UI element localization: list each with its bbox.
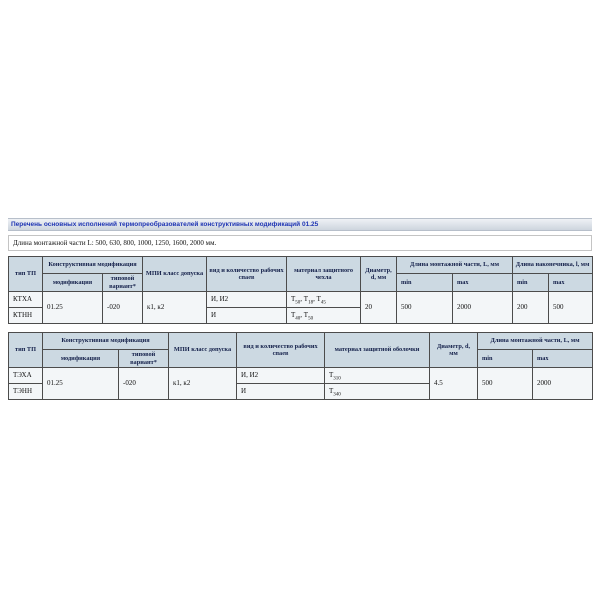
cell-tipovoy-variant: -020: [119, 368, 169, 400]
col-header-dlina-montazhnoy: Длина монтажной части, L, мм: [397, 257, 513, 274]
col-header-vid-spaev: вид и количество рабочих спаев: [207, 257, 287, 292]
section-title: Перечень основных исполнений термопреобразователей конструктивных модификаций 01.25: [11, 221, 319, 228]
cell-l-min: 500: [397, 292, 453, 324]
cell-tip: КТХА: [9, 292, 43, 308]
table-row: [9, 292, 593, 308]
col-header-constr-mod: Конструктивная модификация: [43, 257, 143, 274]
cell-vid: И, И2: [207, 292, 287, 308]
cell-material: $Т_{340}$: [325, 384, 430, 400]
thermocouples-table: [8, 332, 593, 400]
table-row: [9, 368, 593, 384]
col-header-material: материал защитного чехла: [287, 257, 361, 292]
cell-material: $Т_{40}$, $Т_{50}$: [287, 308, 361, 324]
cell-modifikaciya: 01.25: [43, 292, 103, 324]
table2-header-row-1: [9, 333, 593, 350]
cell-vid: И, И2: [237, 368, 325, 384]
cell-mpi: к1, к2: [143, 292, 207, 324]
col-header-tipovoy-variant: типовой вариант*: [119, 350, 169, 368]
col-header-diametr: Диаметр, d, мм: [361, 257, 397, 292]
cell-nak-max: 500: [549, 292, 593, 324]
mounting-length-note: Длина монтажной части L: 500, 630, 800, 1000, 1250, 1600, 2000 мм.: [13, 239, 217, 247]
col-header-mpi: МПИ класс допуска: [143, 257, 207, 292]
cell-modifikaciya: 01.25: [43, 368, 119, 400]
cell-tip: ТЭНН: [9, 384, 43, 400]
col-header-l-max: max: [533, 350, 593, 368]
cell-material: $Т_{50}$, $Т_{18}$, $Т_{45}$: [287, 292, 361, 308]
col-header-tip-tp: тип ТП: [9, 333, 43, 368]
section-title-bar: [8, 218, 592, 231]
col-header-tipovoy-variant: типовой вариант*: [103, 274, 143, 292]
cell-diametr: 20: [361, 292, 397, 324]
col-header-modifikaciya: модификация: [43, 274, 103, 292]
cell-l-max: 2000: [453, 292, 513, 324]
col-header-mpi: МПИ класс допуска: [169, 333, 237, 368]
col-header-diametr: Диаметр, d, мм: [430, 333, 478, 368]
cell-l-min: 500: [478, 368, 533, 400]
col-header-tip-tp: тип ТП: [9, 257, 43, 292]
cell-nak-min: 200: [513, 292, 549, 324]
cell-diametr: 4.5: [430, 368, 478, 400]
cell-vid: И: [207, 308, 287, 324]
cell-tipovoy-variant: -020: [103, 292, 143, 324]
cable-thermocouples-table: [8, 256, 593, 324]
col-header-dlina-nakonechnika: Длина наконечника, l, мм: [513, 257, 593, 274]
col-header-dlina-montazhnoy: Длина монтажной части, L, мм: [478, 333, 593, 350]
col-header-l-min: min: [478, 350, 533, 368]
mounting-length-note-box: [8, 235, 592, 251]
col-header-constr-mod: Конструктивная модификация: [43, 333, 169, 350]
col-header-l-max: max: [453, 274, 513, 292]
cell-mpi: к1, к2: [169, 368, 237, 400]
cell-material: $Т_{310}$: [325, 368, 430, 384]
col-header-l-min: min: [397, 274, 453, 292]
cell-tip: ТЭХА: [9, 368, 43, 384]
table1-header-row-1: [9, 257, 593, 274]
col-header-vid-spaev: вид и количество рабочих спаев: [237, 333, 325, 368]
cell-l-max: 2000: [533, 368, 593, 400]
catalog-section: [8, 218, 592, 400]
col-header-material: материал защитной оболочки: [325, 333, 430, 368]
col-header-modifikaciya: модификация: [43, 350, 119, 368]
cell-vid: И: [237, 384, 325, 400]
col-header-nak-min: min: [513, 274, 549, 292]
cell-tip: КТНН: [9, 308, 43, 324]
col-header-nak-max: max: [549, 274, 593, 292]
